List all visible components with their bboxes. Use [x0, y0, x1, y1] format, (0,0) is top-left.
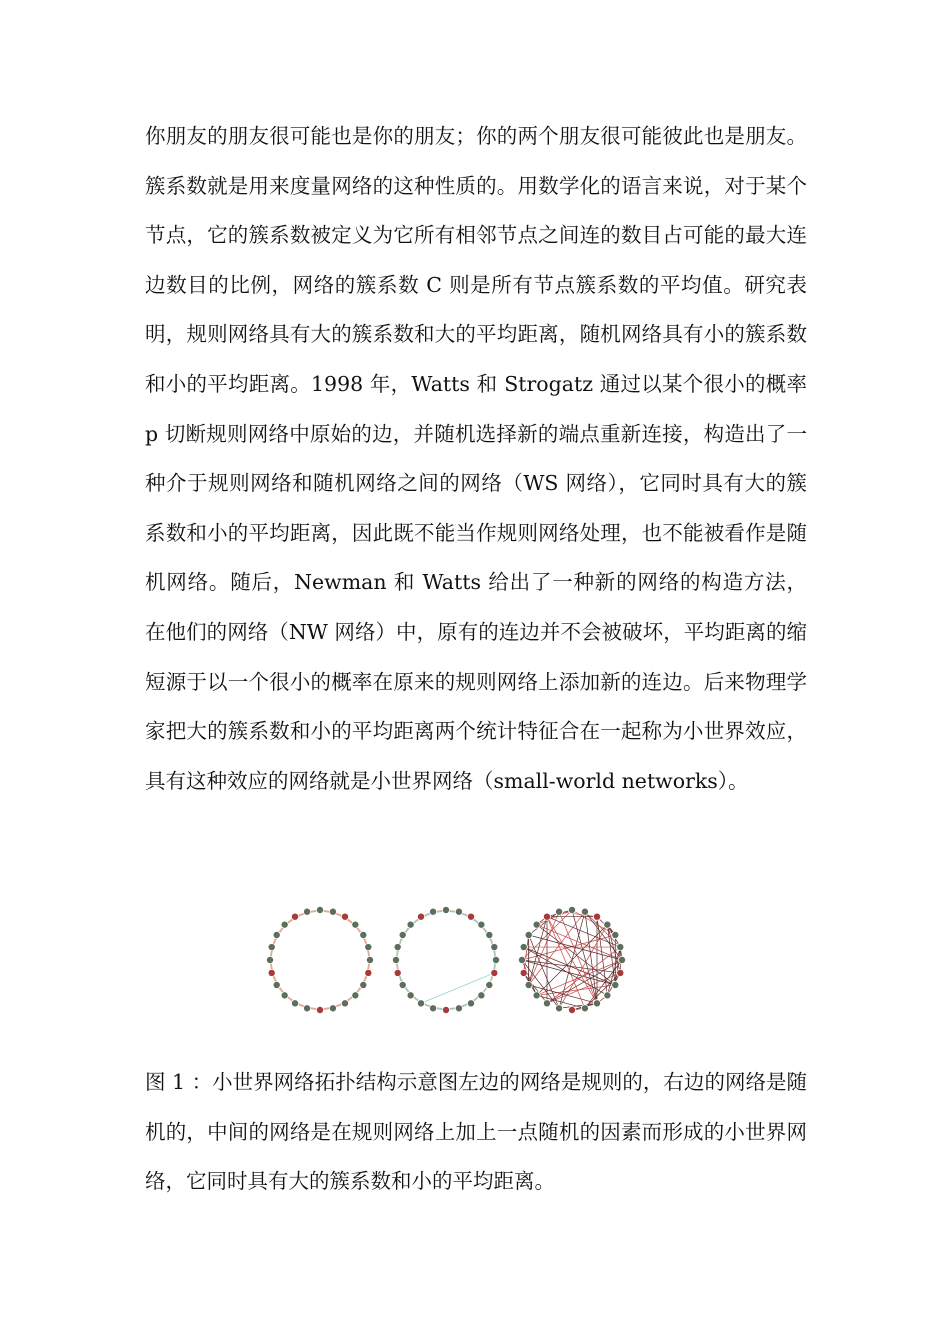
network-node [581, 1005, 588, 1012]
network-node [568, 906, 575, 913]
network-node [520, 943, 527, 950]
network-node [618, 956, 625, 963]
network-edge [559, 912, 597, 917]
network-node [533, 921, 540, 928]
network-node [604, 921, 611, 928]
network-node [555, 908, 562, 915]
network-small-world [392, 906, 499, 1013]
network-node [329, 1005, 336, 1012]
network-node [352, 921, 359, 928]
network-node [341, 913, 348, 920]
network-node [442, 1006, 449, 1013]
network-node [612, 981, 619, 988]
network-node [329, 908, 336, 915]
network-node [360, 931, 367, 938]
network-edge [559, 1003, 597, 1008]
body-paragraph: 你朋友的朋友很可能也是你的朋友；你的两个朋友很可能彼此也是朋友。簇系数就是用来度量网络的这种性质的。用数学化的语言来说，对于某个节点，它的簇系数被定义为它所有相邻节点之间连的数目占可能的最大连边数目的比例，网络的簇系数 C 则是所有节点簇系数的平均值。研究表明，规则网络具有大的簇系数和大的平均距离，随机网络具有小的簇系数和小的平均距离。1998 年，Watts 和 Strogatz 通过以某个很小的概率 p 切断规则网络中原始的边，并随机选择新的端点重新连接，构造出了一种介于规则网络和随机网络之间的网络（WS 网络），它同时具有大的簇系数和小的平均距离，因此既不能当作规则网络处理，也不能被看作是随机网络。随后，Newman 和 Watts 给出了一种新的网络的构造方法，在他们的网络（NW 网络）中，原有的连边并不会被破坏，平均距离的缩短源于以一个很小的概率在原来的规则网络上添加新的连边。后来物理学家把大的簇系数和小的平均距离两个统计特征合在一起称为小世界效应，具有这种效应的网络就是小世界网络（small-world networks）。 [145, 124, 807, 793]
network-edge [547, 917, 585, 1009]
network-node [429, 908, 436, 915]
network-node [617, 943, 624, 950]
network-node [316, 906, 323, 913]
network-node [486, 981, 493, 988]
network-node [533, 992, 540, 999]
network-node [491, 969, 498, 976]
network-node [604, 992, 611, 999]
network-node [273, 931, 280, 938]
network-node [593, 1000, 600, 1007]
network-node [486, 931, 493, 938]
network-node [407, 992, 414, 999]
network-node [467, 1000, 474, 1007]
network-node [442, 906, 449, 913]
network-node [281, 921, 288, 928]
network-node [543, 1000, 550, 1007]
network-node [525, 981, 532, 988]
network-node [360, 981, 367, 988]
network-node [394, 969, 401, 976]
network-node [303, 908, 310, 915]
network-node [429, 1005, 436, 1012]
network-node [266, 956, 273, 963]
network-node [455, 908, 462, 915]
network-regular [266, 906, 373, 1013]
network-node [520, 969, 527, 976]
network-node [303, 1005, 310, 1012]
network-node [366, 956, 373, 963]
network-node [555, 1005, 562, 1012]
network-node [417, 913, 424, 920]
network-node [316, 1006, 323, 1013]
network-node [365, 969, 372, 976]
small-world-figure [258, 895, 638, 1025]
network-diagrams [258, 895, 638, 1025]
network-node [491, 943, 498, 950]
network-node [281, 992, 288, 999]
network-node [352, 992, 359, 999]
network-node [417, 1000, 424, 1007]
network-node [407, 921, 414, 928]
network-node [467, 913, 474, 920]
network-node [365, 943, 372, 950]
network-node [543, 913, 550, 920]
network-node [399, 981, 406, 988]
network-node [392, 956, 399, 963]
network-node [478, 992, 485, 999]
network-node [291, 913, 298, 920]
network-node [525, 931, 532, 938]
network-node [455, 1005, 462, 1012]
network-node [268, 969, 275, 976]
network-node [478, 921, 485, 928]
network-random [518, 906, 625, 1013]
network-node [394, 943, 401, 950]
network-node [291, 1000, 298, 1007]
network-node [341, 1000, 348, 1007]
network-node [617, 969, 624, 976]
network-node [518, 956, 525, 963]
network-node [273, 981, 280, 988]
network-node [568, 1006, 575, 1013]
network-node [612, 931, 619, 938]
network-node [268, 943, 275, 950]
network-node [492, 956, 499, 963]
network-node [399, 931, 406, 938]
figure-caption: 图 1 ：小世界网络拓扑结构示意图左边的网络是规则的，右边的网络是随机的，中间的网络是在规则网络上加上一点随机的因素而形成的小世界网络，它同时具有大的簇系数和小的平均距离。 [145, 1070, 807, 1194]
network-node [593, 913, 600, 920]
network-node [581, 908, 588, 915]
